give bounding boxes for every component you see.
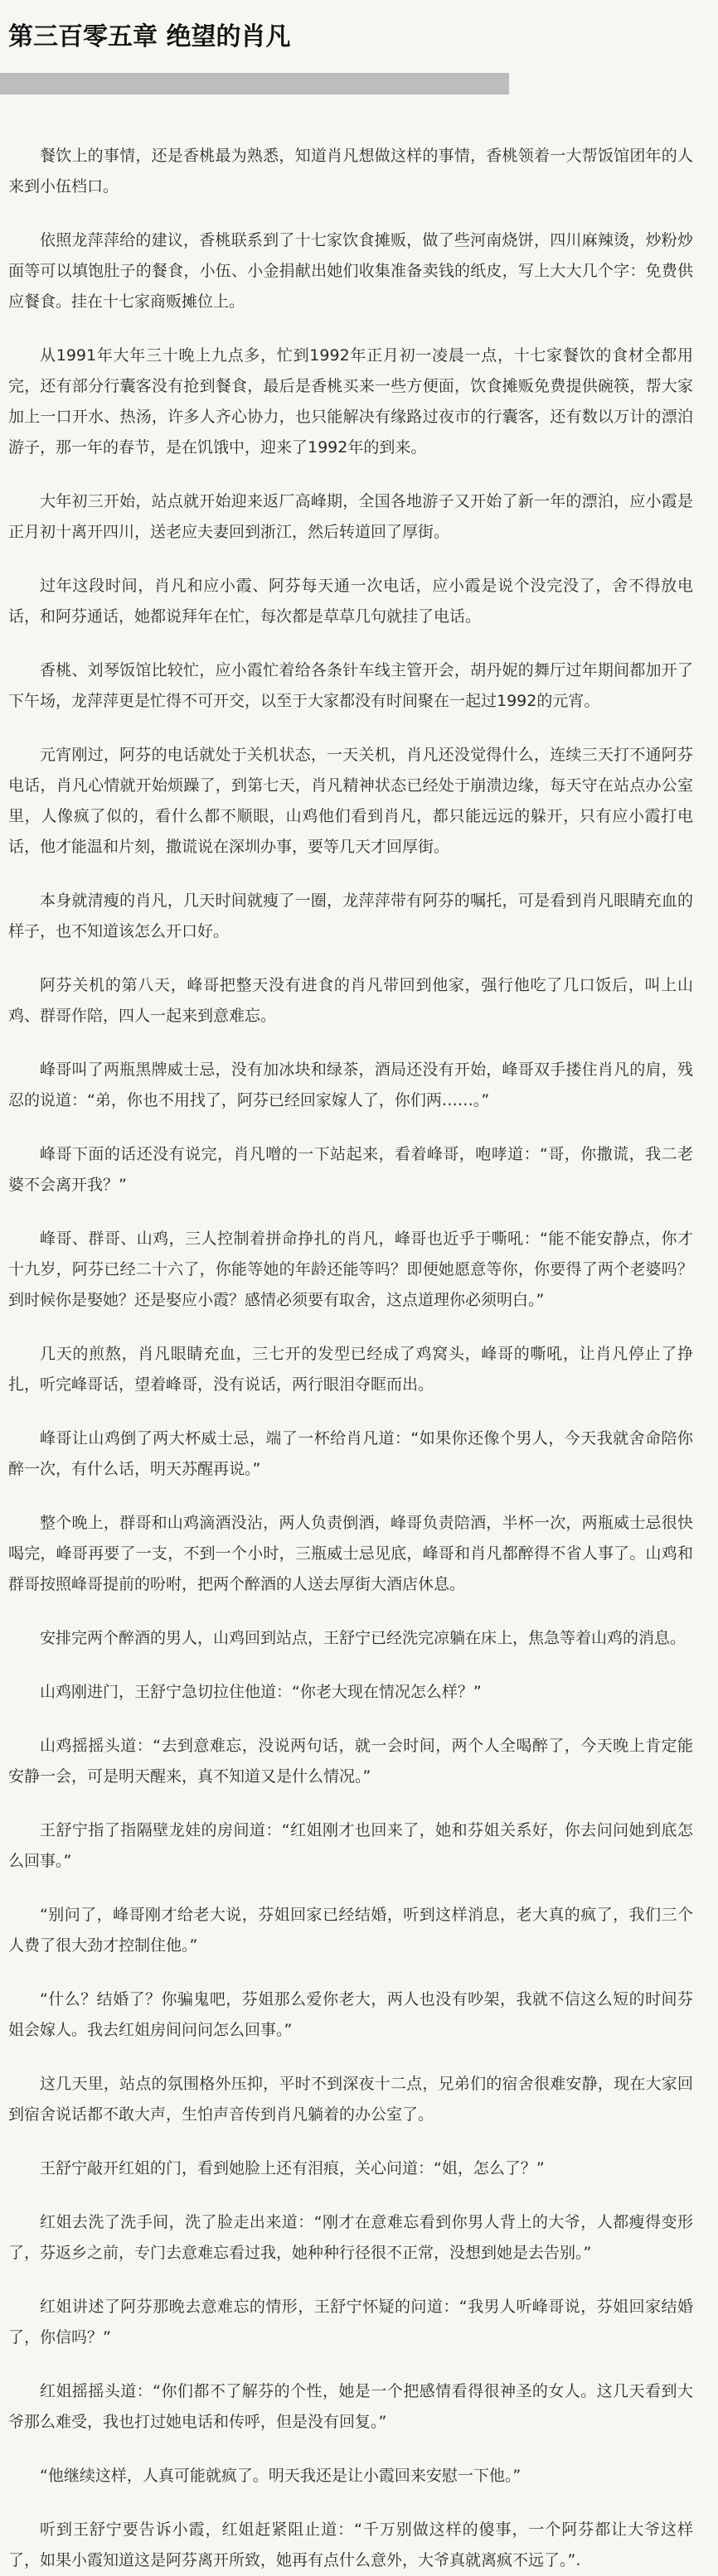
paragraph: 这几天里，站点的氛围格外压抑，平时不到深夜十二点，兄弟们的宿舍很难安静，现在大家回到宿舍说话都不敢大声，生怕声音传到肖凡躺着的办公室了。 — [8, 2075, 693, 2124]
paragraph: 整个晚上，群哥和山鸡滴酒没沾，两人负责倒酒，峰哥负责陪酒，半杯一次，两瓶威士忌很快喝完，峰哥再要了一支，不到一个小时，三瓶威士忌见底，峰哥和肖凡都醉得不省人事了。山鸡和群哥按照峰哥提前的吩咐，把两个醉酒的人送去厚街大酒店休息。 — [8, 1514, 693, 1593]
paragraph: 元宵刚过，阿芬的电话就处于关机状态，一天关机，肖凡还没觉得什么，连续三天打不通阿芬电话，肖凡心情就开始烦躁了，到第七天，肖凡精神状态已经处于崩溃边缘，每天守在站点办公室里，人像疯了似的，看什么都不顺眼，山鸡他们看到肖凡，都只能远远的躲开，只有应小霞打电话，他才能温和片刻，撒谎说在深圳办事，要等几天才回厚街。 — [8, 746, 693, 856]
paragraph: 王舒宁指了指隔壁龙娃的房间道：“红姐刚才也回来了，她和芬姐关系好，你去问问她到底怎么回事。” — [8, 1821, 693, 1870]
paragraph: 峰哥下面的话还没有说完，肖凡噌的一下站起来，看着峰哥，咆哮道：“哥，你撒谎，我二老婆不会离开我？” — [8, 1145, 693, 1194]
paragraph: 红姐去洗了洗手间，洗了脸走出来道：“刚才在意难忘看到你男人背上的大爷，人都瘦得变形了，芬返乡之前，专门去意难忘看过我，她种种行径很不正常，没想到她是去告别。” — [8, 2213, 693, 2262]
paragraph: 本身就清瘦的肖凡，几天时间就瘦了一圈，龙萍萍带有阿芬的嘱托，可是看到肖凡眼睛充血的样子，也不知道该怎么开口好。 — [8, 892, 693, 940]
paragraph: 听到王舒宁要告诉小霞，红姐赶紧阻止道：“千万别做这样的傻事，一个阿芬都让大爷这样了，如果小霞知道这是阿芬离开所致，她再有点什么意外，大爷真就离疯不远了。”. — [8, 2520, 693, 2569]
paragraph: 几天的煎熬，肖凡眼睛充血，三七开的发型已经成了鸡窝头，峰哥的嘶吼，让肖凡停止了挣扎，听完峰哥话，望着峰哥，没有说话，两行眼泪夺眶而出。 — [8, 1345, 693, 1394]
paragraph: “他继续这样，人真可能就疯了。明天我还是让小霞回来安慰一下他。” — [40, 2467, 522, 2485]
paragraph: 过年这段时间，肖凡和应小霞、阿芬每天通一次电话，应小霞是说个没完没了，舍不得放电话，和阿芬通话，她都说拜年在忙，每次都是草草几句就挂了电话。 — [8, 577, 693, 626]
paragraph: 王舒宁敲开红姐的门，看到她脸上还有泪痕，关心问道：“姐，怎么了？” — [40, 2159, 545, 2177]
paragraph: 阿芬关机的第八天，峰哥把整天没有进食的肖凡带回到他家，强行他吃了几口饭后，叫上山鸡、群哥作陪，四人一起来到意难忘。 — [8, 976, 693, 1025]
paragraph: 峰哥让山鸡倒了两大杯威士忌，端了一杯给肖凡道：“如果你还像个男人，今天我就舍命陪你醉一次，有什么话，明天苏醒再说。” — [8, 1429, 693, 1478]
paragraph: 餐饮上的事情，还是香桃最为熟悉，知道肖凡想做这样的事情，香桃领着一大帮饭馆团年的人来到小伍档口。 — [8, 147, 693, 196]
paragraph: 红姐讲述了阿芬那晚去意难忘的情形，王舒宁怀疑的问道：“我男人听峰哥说，芬姐回家结婚了，你信吗？” — [8, 2298, 693, 2346]
paragraph: 依照龙萍萍给的建议，香桃联系到了十七家饮食摊贩，做了些河南烧饼，四川麻辣烫，炒粉炒面等可以填饱肚子的餐食，小伍、小金捐献出她们收集准备卖钱的纸皮，写上大大几个字：免费供应餐食。挂在十七家商贩摊位上。 — [8, 231, 693, 311]
paragraph: 山鸡刚进门，王舒宁急切拉住他道：“你老大现在情况怎么样？” — [40, 1683, 482, 1701]
paragraph: 峰哥、群哥、山鸡，三人控制着拼命挣扎的肖凡，峰哥也近乎于嘶吼：“能不能安静点，你才十九岁，阿芬已经二十六了，你能等她的年龄还能等吗？即便她愿意等你，你要得了两个老婆吗？到时候你是娶她？还是娶应小霞？感情必须要有取舍，这点道理你必须明白。” — [8, 1230, 693, 1309]
paragraph: 红姐摇摇头道：“你们都不了解芬的个性，她是一个把感情看得很神圣的女人。这几天看到大爷那么难受，我也打过她电话和传呼，但是没有回复。” — [8, 2382, 693, 2431]
paragraph: 安排完两个醉酒的男人，山鸡回到站点，王舒宁已经洗完凉躺在床上，焦急等着山鸡的消息。 — [40, 1629, 686, 1647]
paragraph: “别问了，峰哥刚才给老大说，芬姐回家已经结婚，听到这样消息，老大真的疯了，我们三个人费了很大劲才控制住他。” — [8, 1906, 693, 1955]
reading-progress-bar — [0, 73, 509, 94]
reading-progress-fill — [0, 73, 509, 94]
paragraph: 山鸡摇摇头道：“去到意难忘，没说两句话，就一会时间，两个人全喝醉了，今天晚上肯定能安静一会，可是明天醒来，真不知道又是什么情况。” — [8, 1737, 693, 1786]
paragraph: 香桃、刘琴饭馆比较忙，应小霞忙着给各条针车线主管开会，胡丹妮的舞厅过年期间都加开了下午场，龙萍萍更是忙得不可开交，以至于大家都没有时间聚在一起过1992的元宵。 — [8, 661, 693, 710]
chapter-content — [0, 94, 718, 2576]
chapter-title: 第三百零五章 绝望的肖凡 — [8, 22, 291, 51]
paragraph: 从1991年大年三十晚上九点多，忙到1992年正月初一凌晨一点，十七家餐饮的食材全都用完，还有部分行囊客没有抢到餐食，最后是香桃买来一些方便面，饮食摊贩免费提供碗筷，帮大家加上一口开水、热汤，许多人齐心协力，也只能解决有缘路过夜市的行囊客，还有数以万计的漂泊游子，那一年的春节，是在饥饿中，迎来了1992年的到来。 — [8, 346, 693, 457]
paragraph: 峰哥叫了两瓶黑牌威士忌，没有加冰块和绿茶，酒局还没有开始，峰哥双手搂住肖凡的肩，残忍的说道：“弟，你也不用找了，阿芬已经回家嫁人了，你们两……。” — [8, 1061, 693, 1109]
paragraph: 大年初三开始，站点就开始迎来返厂高峰期，全国各地游子又开始了新一年的漂泊，应小霞是正月初十离开四川，送老应夫妻回到浙江，然后转道回了厚街。 — [8, 492, 693, 541]
paragraph: “什么？结婚了？你骗鬼吧，芬姐那么爱你老大，两人也没有吵架，我就不信这么短的时间芬姐会嫁人。我去红姐房间问问怎么回事。” — [8, 1990, 693, 2039]
